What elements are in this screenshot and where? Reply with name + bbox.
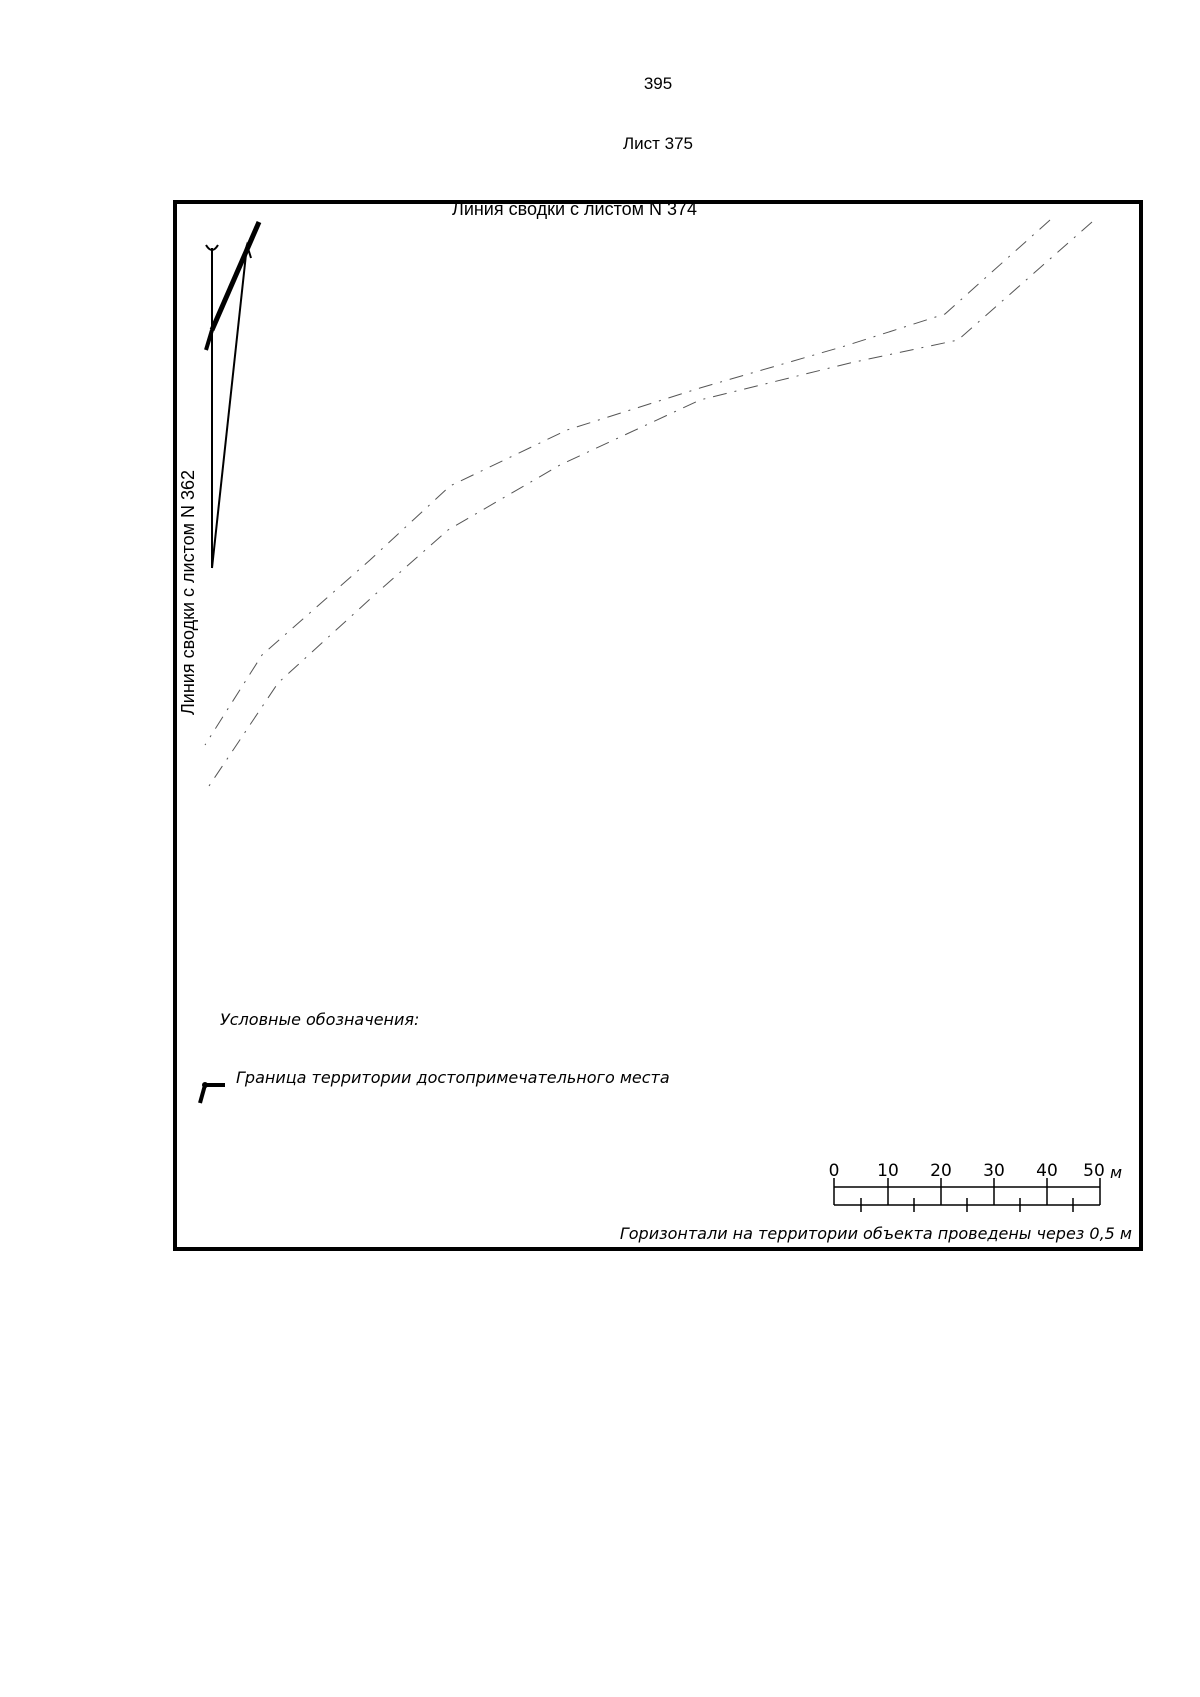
top-match-line-label: Линия сводки с листом N 374 [452, 199, 698, 219]
scale-tick-label: 50 [1083, 1161, 1105, 1181]
scale-bar [834, 1178, 1100, 1212]
scale-tick-label: 10 [877, 1161, 899, 1181]
left-match-line-label: Линия сводки с листом N 362 [178, 469, 198, 715]
scale-tick-label: 40 [1036, 1161, 1058, 1181]
contour-interval-note: Горизонтали на территории объекта проведены через 0,5 м [619, 1224, 1132, 1243]
contour-line-upper [205, 220, 1050, 745]
boundary-line-icon [206, 222, 259, 568]
legend-item-label: Граница территории достопримечательного места [236, 1068, 670, 1087]
page-number: 395 [643, 74, 673, 93]
contour-line-lower [205, 222, 1092, 792]
legend-title: Условные обозначения: [220, 1010, 420, 1029]
legend-boundary-icon [200, 1082, 225, 1103]
scale-tick-label: 0 [828, 1161, 840, 1181]
scale-tick-label: 30 [983, 1161, 1005, 1181]
scale-unit: м [1110, 1163, 1123, 1182]
scale-tick-label: 20 [930, 1161, 952, 1181]
sheet-title: Лист 375 [622, 134, 694, 153]
